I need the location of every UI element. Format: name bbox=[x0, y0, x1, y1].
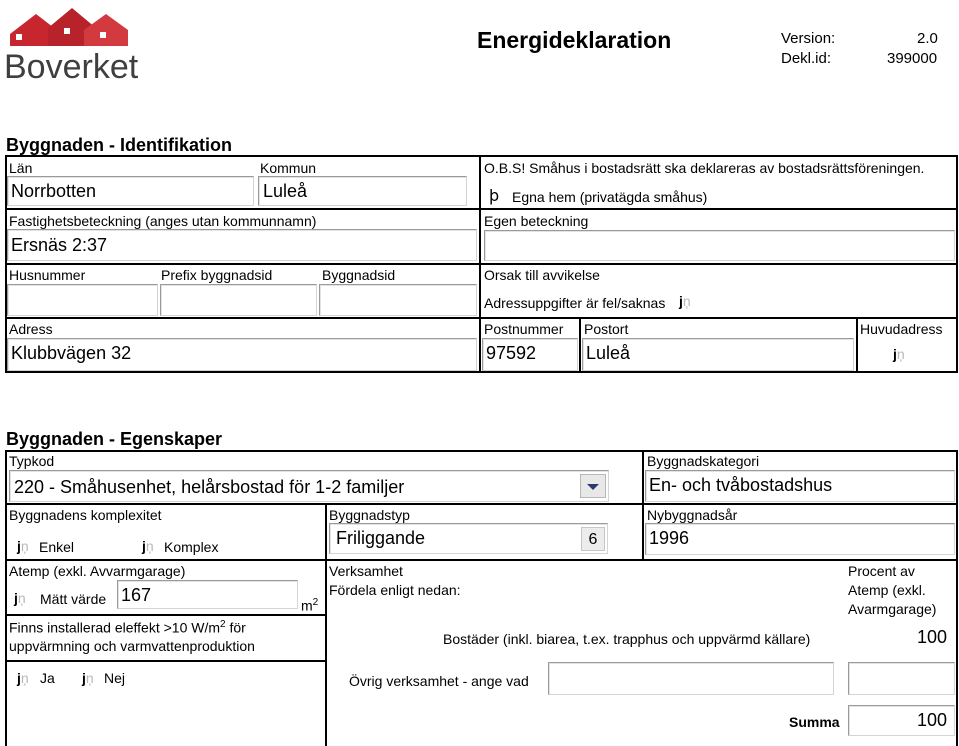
radio-icon: j bbox=[17, 670, 21, 686]
version-label: Version: bbox=[781, 30, 836, 47]
kategori-label: Byggnadskategori bbox=[647, 453, 760, 469]
ja-radio[interactable]: jņ bbox=[17, 670, 29, 686]
divider bbox=[5, 559, 958, 561]
nybyggnadsar-label: Nybyggnadsår bbox=[647, 507, 738, 523]
divider bbox=[856, 317, 858, 373]
ovrig-percent-field[interactable] bbox=[848, 662, 955, 695]
komplex-label: Komplex bbox=[164, 539, 219, 555]
radio-icon: j bbox=[14, 590, 18, 606]
radio-icon: j bbox=[679, 293, 683, 309]
version-value: 2.0 bbox=[917, 30, 938, 47]
nybyggnadsar-value: 1996 bbox=[649, 528, 690, 548]
procent-label-2: Atemp (exkl. bbox=[848, 582, 926, 598]
adress-value: Klubbvägen 32 bbox=[11, 343, 132, 363]
enkel-label: Enkel bbox=[39, 539, 75, 555]
matt-varde-radio[interactable]: jņ bbox=[14, 590, 26, 606]
fastighet-value: Ersnäs 2:37 bbox=[11, 235, 108, 255]
kommun-label: Kommun bbox=[260, 160, 317, 176]
divider bbox=[642, 450, 644, 560]
divider bbox=[579, 317, 581, 373]
ovrig-label: Övrig verksamhet - ange vad bbox=[349, 673, 529, 689]
matt-varde-label: Mätt värde bbox=[40, 591, 107, 607]
divider bbox=[5, 503, 958, 505]
postnummer-value: 97592 bbox=[486, 343, 537, 363]
eleffekt-label-line2: uppvärmning och varmvattenproduktion bbox=[9, 638, 255, 654]
nej-label: Nej bbox=[104, 670, 126, 686]
huvudadress-radio[interactable]: jņ bbox=[893, 346, 905, 362]
obs-note: O.B.S! Småhus i bostadsrätt ska deklareras av bostadsrättsföreningen. bbox=[484, 160, 925, 176]
eleffekt-label-line1: Finns installerad eleffekt >10 $W/m^2$ för bbox=[9, 619, 246, 636]
egen-beteckning-field[interactable] bbox=[484, 230, 955, 261]
lan-label: Län bbox=[9, 160, 33, 176]
postort-label: Postort bbox=[584, 321, 629, 337]
checkbox-checked-icon: þ bbox=[489, 186, 500, 205]
divider bbox=[5, 660, 327, 662]
byggnadstyp-value: Friliggande bbox=[336, 528, 426, 548]
summa-value: 100 bbox=[917, 710, 948, 730]
dekl-id-value: 399000 bbox=[887, 50, 938, 67]
byggnadstyp-label: Byggnadstyp bbox=[329, 507, 410, 523]
logo-houses-icon bbox=[4, 4, 154, 54]
huvudadress-label: Huvudadress bbox=[860, 321, 943, 337]
section-title-properties: Byggnaden - Egenskaper bbox=[6, 429, 223, 449]
section-title-identification: Byggnaden - Identifikation bbox=[6, 135, 233, 155]
kommun-value: Luleå bbox=[263, 181, 308, 201]
postort-value: Luleå bbox=[586, 343, 631, 363]
divider bbox=[5, 614, 327, 616]
document-title: Energideklaration bbox=[477, 27, 672, 53]
ja-label: Ja bbox=[40, 670, 55, 686]
divider bbox=[5, 208, 958, 210]
dekl-id-label: Dekl.id: bbox=[781, 50, 832, 67]
byggnadsid-field[interactable] bbox=[319, 284, 477, 316]
egna-hem-label: Egna hem (privatägda småhus) bbox=[512, 189, 708, 205]
komplexitet-label: Byggnadens komplexitet bbox=[9, 507, 162, 523]
adress-label: Adress bbox=[9, 321, 53, 337]
fastighet-label: Fastighetsbeteckning (anges utan kommunnamn) bbox=[9, 213, 317, 229]
egen-beteckning-label: Egen beteckning bbox=[484, 213, 589, 229]
orsak-label: Orsak till avvikelse bbox=[484, 267, 600, 283]
husnummer-field[interactable] bbox=[7, 284, 158, 316]
matt-varde-value: 167 bbox=[121, 585, 152, 605]
verksamhet-label: Verksamhet bbox=[329, 563, 403, 579]
divider bbox=[5, 317, 958, 319]
divider bbox=[5, 263, 958, 265]
fordela-label: Fördela enligt nedan: bbox=[329, 582, 461, 598]
lan-value: Norrbotten bbox=[11, 181, 97, 201]
adressuppgifter-radio[interactable]: jņ bbox=[679, 293, 691, 309]
procent-label-3: Avarmgarage) bbox=[848, 601, 937, 617]
divider bbox=[325, 503, 327, 746]
bostader-value: 100 bbox=[917, 627, 948, 647]
egna-hem-checkbox[interactable] bbox=[489, 186, 499, 205]
adressuppgifter-label: Adressuppgifter är fel/saknas bbox=[484, 295, 666, 311]
boverket-logo bbox=[4, 4, 154, 84]
dropdown-arrow-icon: 6 bbox=[588, 531, 598, 548]
prefix-byggnadsid-label: Prefix byggnadsid bbox=[161, 267, 273, 283]
radio-icon: j bbox=[17, 538, 21, 554]
nej-radio[interactable]: jņ bbox=[82, 670, 94, 686]
typkod-value: 220 - Småhusenhet, helårsbostad för 1-2 familjer bbox=[14, 477, 405, 497]
radio-icon: j bbox=[893, 346, 897, 362]
byggnadsid-label: Byggnadsid bbox=[322, 267, 396, 283]
byggnadstyp-arrow-button[interactable] bbox=[581, 527, 605, 551]
enkel-radio[interactable]: jņ bbox=[17, 538, 29, 554]
ovrig-field[interactable] bbox=[548, 662, 834, 695]
komplex-radio[interactable]: jņ bbox=[142, 538, 154, 554]
kategori-value: En- och tvåbostadshus bbox=[649, 475, 833, 495]
bostader-label: Bostäder (inkl. biarea, t.ex. trapphus och uppvärmd källare) bbox=[443, 631, 811, 647]
husnummer-label: Husnummer bbox=[9, 267, 86, 283]
radio-icon: j bbox=[142, 538, 146, 554]
procent-label-1: Procent av bbox=[848, 563, 915, 579]
radio-icon: j bbox=[82, 670, 86, 686]
summa-label: Summa bbox=[789, 714, 840, 730]
typkod-label: Typkod bbox=[9, 453, 55, 469]
nybyggnadsar-field[interactable] bbox=[645, 523, 955, 555]
unit-m2: $m^2$ bbox=[301, 597, 319, 614]
prefix-byggnadsid-field[interactable] bbox=[160, 284, 317, 316]
logo-text: Boverket bbox=[4, 48, 139, 86]
postnummer-label: Postnummer bbox=[484, 321, 564, 337]
chevron-down-icon bbox=[580, 474, 606, 498]
atemp-label: Atemp (exkl. Avvarmgarage) bbox=[9, 563, 186, 579]
